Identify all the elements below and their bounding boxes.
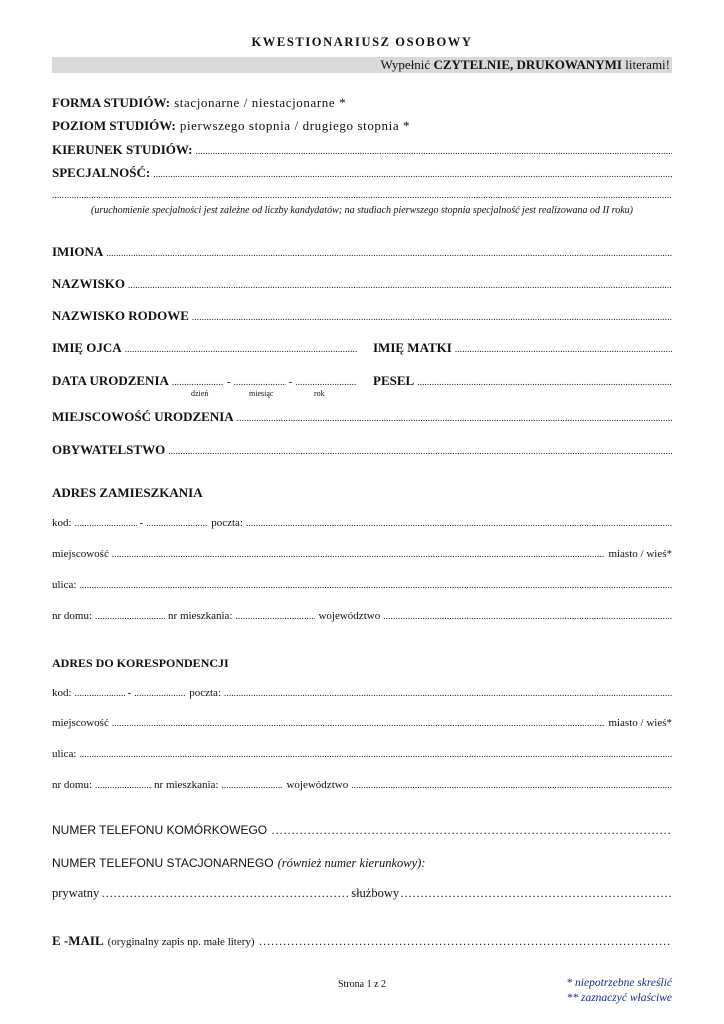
corr-code-separator: -: [127, 687, 132, 699]
birth-place-label: MIEJSCOWOŚĆ URODZENIA: [52, 409, 234, 424]
address-code-row: [52, 517, 672, 529]
first-names-label: IMIONA: [52, 244, 104, 259]
address-house-field[interactable]: [95, 611, 165, 621]
corr-post-label: poczta:: [189, 687, 221, 699]
specialty-field[interactable]: [153, 169, 672, 179]
birth-date-separator: -: [226, 376, 231, 388]
address-code-field-1[interactable]: [75, 518, 137, 528]
address-post-field[interactable]: [246, 518, 672, 528]
corr-code-field-2[interactable]: [134, 688, 186, 698]
birth-place-field[interactable]: [237, 413, 672, 423]
pesel-label: PESEL: [373, 373, 415, 388]
email-label: E -MAIL: [52, 933, 104, 948]
family-name-field[interactable]: [192, 312, 672, 322]
address-house-label: nr domu:: [52, 610, 93, 622]
birth-month-caption: miesiąc: [249, 389, 274, 398]
landline-row: [52, 856, 672, 871]
corr-flat-field[interactable]: [221, 780, 283, 790]
first-names-row: [52, 244, 672, 260]
address-street-field[interactable]: [79, 580, 672, 590]
family-name-label: NAZWISKO RODOWE: [52, 308, 189, 323]
corr-flat-label: nr mieszkania:: [154, 779, 219, 791]
mother-name-field[interactable]: [455, 344, 672, 354]
private-label: prywatny: [52, 886, 100, 900]
birth-year-field[interactable]: [295, 377, 357, 387]
address-voivodeship-field[interactable]: [383, 611, 672, 621]
birth-day-field[interactable]: [172, 377, 224, 387]
page-title: KWESTIONARIUSZ OSOBOWY: [251, 35, 473, 49]
specialty-label: SPECJALNOŚĆ:: [52, 165, 151, 180]
phones-row: [52, 886, 672, 901]
banner-bold: CZYTELNIE, DRUKOWANYMI: [433, 57, 622, 72]
address-flat-field[interactable]: [235, 611, 315, 621]
banner-suffix: literami!: [621, 57, 670, 72]
birth-date-row: [52, 373, 357, 389]
father-name-row: [52, 340, 357, 356]
corr-voivodeship-field[interactable]: [351, 780, 672, 790]
corr-street-label: ulica:: [52, 748, 77, 760]
birth-month-field[interactable]: [234, 377, 286, 387]
surname-field[interactable]: [128, 280, 672, 290]
footnote-strike: * niepotrzebne skreślić: [566, 977, 672, 989]
specialty-continuation-field[interactable]: [52, 190, 672, 200]
specialty-note: (uruchomienie specjalności jest zależne od liczby kandydatów; na studiach pierwszego stopnia specjalność jest realizowana od II roku): [91, 205, 633, 216]
corr-house-row: [52, 779, 672, 791]
corr-locality-row: [52, 717, 672, 729]
specialty-row: [52, 165, 672, 181]
family-name-row: [52, 308, 672, 324]
mobile-label: NUMER TELEFONU KOMÓRKOWEGO: [52, 823, 268, 837]
birth-date-label: DATA URODZENIA: [52, 373, 169, 388]
corr-code-label: kod:: [52, 687, 72, 699]
email-row: [52, 933, 672, 949]
landline-note: (również numer kierunkowy):: [277, 856, 426, 870]
pesel-row: [373, 373, 672, 389]
business-phone-field[interactable]: [400, 886, 672, 901]
study-level-options[interactable]: pierwszego stopnia / drugiego stopnia *: [179, 118, 411, 133]
landline-label: NUMER TELEFONU STACJONARNEGO: [52, 856, 274, 870]
corr-post-field[interactable]: [224, 688, 672, 698]
address-code-separator: -: [139, 517, 144, 529]
address-city-village[interactable]: miasto / wieś*: [608, 548, 672, 560]
business-label: służbowy: [351, 886, 400, 900]
father-name-field[interactable]: [125, 344, 357, 354]
correspondence-heading-row: [52, 656, 672, 671]
email-note: (oryginalny zapis np. małe litery): [107, 936, 255, 948]
birth-day-caption: dzień: [191, 389, 209, 398]
father-name-label: IMIĘ OJCA: [52, 340, 122, 355]
corr-house-label: nr domu:: [52, 779, 93, 791]
address-house-row: [52, 610, 672, 622]
private-phone-field[interactable]: [101, 886, 349, 901]
corr-house-field[interactable]: [95, 780, 151, 790]
citizenship-field[interactable]: [168, 446, 672, 456]
study-form-label: FORMA STUDIÓW:: [52, 95, 171, 110]
corr-street-row: [52, 748, 672, 760]
study-form-options[interactable]: stacjonarne / niestacjonarne *: [174, 95, 347, 110]
address-locality-label: miejscowość: [52, 548, 109, 560]
mother-name-row: [373, 340, 672, 356]
birth-year-caption: rok: [314, 389, 325, 398]
corr-code-field-1[interactable]: [75, 688, 125, 698]
citizenship-row: [52, 442, 672, 458]
address-locality-row: [52, 548, 672, 560]
study-direction-row: [52, 142, 672, 158]
citizenship-label: OBYWATELSTWO: [52, 442, 166, 457]
study-level-row: [52, 118, 672, 134]
corr-street-field[interactable]: [79, 749, 672, 759]
banner-prefix: Wypełnić: [380, 57, 434, 72]
address-street-label: ulica:: [52, 579, 77, 591]
address-flat-label: nr mieszkania:: [168, 610, 233, 622]
mother-name-label: IMIĘ MATKI: [373, 340, 452, 355]
corr-locality-label: miejscowość: [52, 717, 109, 729]
correspondence-heading: ADRES DO KORESPONDENCJI: [52, 656, 229, 670]
study-form-row: [52, 95, 672, 111]
surname-label: NAZWISKO: [52, 276, 125, 291]
specialty-continuation-row: [52, 190, 672, 200]
study-level-label: POZIOM STUDIÓW:: [52, 118, 176, 133]
study-direction-field[interactable]: [196, 146, 673, 156]
page-number: Strona 1 z 2: [337, 979, 387, 990]
email-field[interactable]: [259, 934, 672, 949]
address-locality-field[interactable]: [112, 549, 606, 559]
pesel-field[interactable]: [417, 377, 672, 387]
address-code-field-2[interactable]: [146, 518, 208, 528]
study-direction-label: KIERUNEK STUDIÓW:: [52, 142, 193, 157]
address-heading-row: [52, 485, 672, 501]
address-heading: ADRES ZAMIESZKANIA: [52, 485, 203, 500]
address-post-label: poczta:: [211, 517, 243, 529]
footnote-mark: ** zaznaczyć właściwe: [566, 992, 672, 1004]
address-code-label: kod:: [52, 517, 72, 529]
corr-voivodeship-label: województwo: [286, 779, 349, 791]
first-names-field[interactable]: [106, 248, 672, 258]
address-street-row: [52, 579, 672, 591]
birth-place-row: [52, 409, 672, 425]
mobile-row: [52, 823, 672, 838]
surname-row: [52, 276, 672, 292]
instruction-banner: [52, 57, 672, 73]
mobile-field[interactable]: [271, 823, 672, 838]
corr-locality-field[interactable]: [112, 718, 606, 728]
corr-city-village[interactable]: miasto / wieś*: [608, 717, 672, 729]
birth-date-separator: -: [288, 376, 293, 388]
corr-code-row: [52, 687, 672, 699]
address-voivodeship-label: województwo: [318, 610, 381, 622]
